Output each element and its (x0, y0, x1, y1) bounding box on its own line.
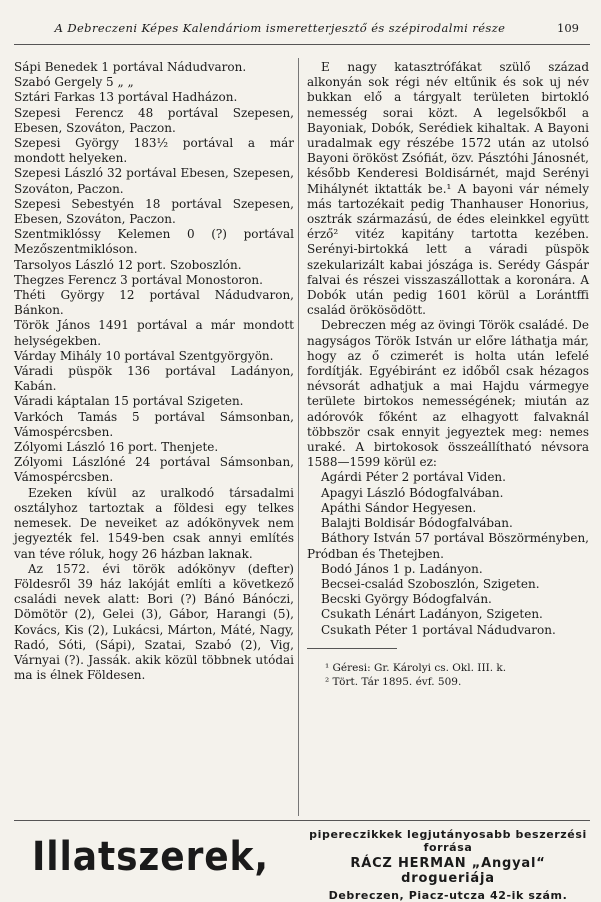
paragraph: Az 1572. évi török adókönyv (defter) Földesről 39 ház lakóját említi a következő családi nevek alatt: Bori (?) Bánó Bánóczi, Dömötör (2), Gelei (3), Gábor, Harangi (5), Kovács, Kis (2), Lukácsi, Márton, Máté, Nagy, Radó, Sóti, (Sápi), Szatai, Szabó (2), Vig, Várnyai (?). Jassák. akik közül többnek utódai ma is élnek Földesen. (14, 561, 294, 683)
list-item: Apagyi László Bódogfalvában. (321, 485, 504, 500)
paragraph: Zólyomi Lászlóné 24 portával Sámsonban, Vámospércsben. (14, 455, 294, 485)
column-divider (298, 58, 299, 816)
paragraph: Szepesi László 32 portával Ebesen, Szepesen, Szováton, Paczon. (14, 166, 294, 196)
paragraph: Török János 1491 portával a már mondott helységekben. (14, 318, 294, 348)
footnote: ² Tört. Tár 1895. évf. 509. (325, 675, 462, 688)
right-column (307, 60, 589, 689)
list-item: Bodó János 1 p. Ladányon. (321, 561, 483, 576)
paragraph: Szentmiklóssy Kelemen 0 (?) portával Mezőszentmiklóson. (14, 227, 294, 257)
list-item: Agárdi Péter 2 portával Viden. (321, 470, 506, 485)
list-item: Becsei-család Szoboszlón, Szigeten. (321, 576, 540, 591)
paragraph: Debreczen még az övingi Török családé. De nagyságos Török István ur előre láthatja már, hogy az ő czimerét is holta után lefelé fordítják. Egyébiránt ez időből csak hézagos névsorát adhatjuk a mai Hajdu vármegye területe birtokos nemességének; miután az adórovók főként az elhagyott falvaknál többször csak ennyit jegyeztek meg: nemes uraké. A birtokosok összeállítható névsora 1588—1599 körül ez: (307, 318, 589, 470)
ad-line: pipereczikkek legjutányosabb beszerzési forrása (309, 828, 587, 854)
list-item: Csukath Péter 1 portával Nádudvaron. (321, 622, 556, 637)
page-header (0, 18, 601, 38)
paragraph: E nagy katasztrófákat szülő század alkonyán sok régi név eltűnik és sok uj név bukkan elő a tárgyalt területen birtokló nemesség sorai közt. A legelsőkből a Bayoniak, Dobók, Serédiek kihaltak. A Bayoni uradalmak egy részébe 1572 után az utolsó Bayoni örököst Zsófiát, özv. Pásztóhi Jánosnét, később Kenderesi Boldisárnét, majd Serényi Mihálynét iktatták be.¹ A bayoni vár némely más tartozékait pedig Thanhauser Honorius, osztrák származású, de édes eleinkkel együtt érző² vitéz kapitány tartotta kezében. Serényi-birtokká lett a váradi püspök szekularizált kabai jószága is. Serédy Gáspár falvai és részei visszaszállottak a koronára. A Dobók után pedig 1601 körül a Lorántffi család örökösödött. (307, 60, 589, 318)
paragraph: Varkóch Tamás 5 portával Sámsonban, Vámospércsben. (14, 409, 294, 439)
paragraph: Várday Mihály 10 portával Szentgyörgyön. (14, 348, 274, 363)
paragraph: Váradi káptalan 15 portával Szigeten. (14, 394, 244, 409)
left-column (14, 60, 294, 683)
paragraph: Szepesi György 183½ portával a már mondott helyeken. (14, 136, 294, 166)
paragraph: Sztári Farkas 13 portával Hadházon. (14, 90, 238, 105)
paragraph: Tarsolyos László 12 port. Szoboszlón. (14, 257, 242, 272)
paragraph: Sápi Benedek 1 portával Nádudvaron. (14, 60, 247, 74)
ad-logo: Illatszerek, (32, 834, 269, 880)
footnote-rule (307, 648, 397, 649)
list-item: Báthory István 57 portával Böszörményben, Pródban és Thetejben. (307, 531, 589, 561)
paragraph: Ezeken kívül az uralkodó társadalmi osztályhoz tartoztak a földesi egy telkes nemesek. De neveiket az adókönyvek nem jegyezték fel. 1549-ben csak annyi említés van téve róluk, hogy 26 házban laknak. (14, 485, 294, 561)
list-item: Balajti Boldisár Bódogfalvában. (321, 516, 513, 531)
paragraph: Théti György 12 portával Nádudvaron, Bánkon. (14, 288, 294, 318)
page-number: 109 (557, 21, 579, 35)
paragraph: Szepesi Sebestyén 18 portával Szepesen, Ebesen, Szováton, Paczon. (14, 196, 294, 227)
list-item: Csukath Lénárt Ladányon, Szigeten. (321, 607, 543, 622)
list-item: Becski György Bódogfalván. (321, 592, 492, 607)
paragraph: Váradi püspök 136 portával Ladányon, Kabán. (14, 364, 294, 394)
paragraph: Szepesi Ferencz 48 portával Szepesen, Ebesen, Szováton, Paczon. (14, 105, 294, 135)
ad-text (306, 828, 590, 902)
ad-address: Debreczen, Piacz-utcza 42-ik szám. (328, 889, 568, 902)
footnotes (307, 661, 589, 689)
paragraph: Zólyomi László 16 port. Thenjete. (14, 440, 219, 455)
ad-shop-name: RÁCZ HERMAN „Angyal“ drogueriája (350, 856, 546, 886)
list-item: Apáthi Sándor Hegyesen. (321, 500, 477, 515)
advertisement (14, 828, 590, 902)
paragraph: Szabó Gergely 5 „ „ (14, 75, 134, 90)
ad-rule (14, 820, 590, 821)
header-rule (14, 44, 590, 45)
running-title: A Debreczeni Képes Kalendáriom ismeretterjesztő és szépirodalmi része (54, 21, 506, 35)
paragraph: Thegzes Ferencz 3 portával Monostoron. (14, 272, 263, 287)
footnote: ¹ Géresi: Gr. Károlyi cs. Okl. III. k. (325, 661, 507, 674)
